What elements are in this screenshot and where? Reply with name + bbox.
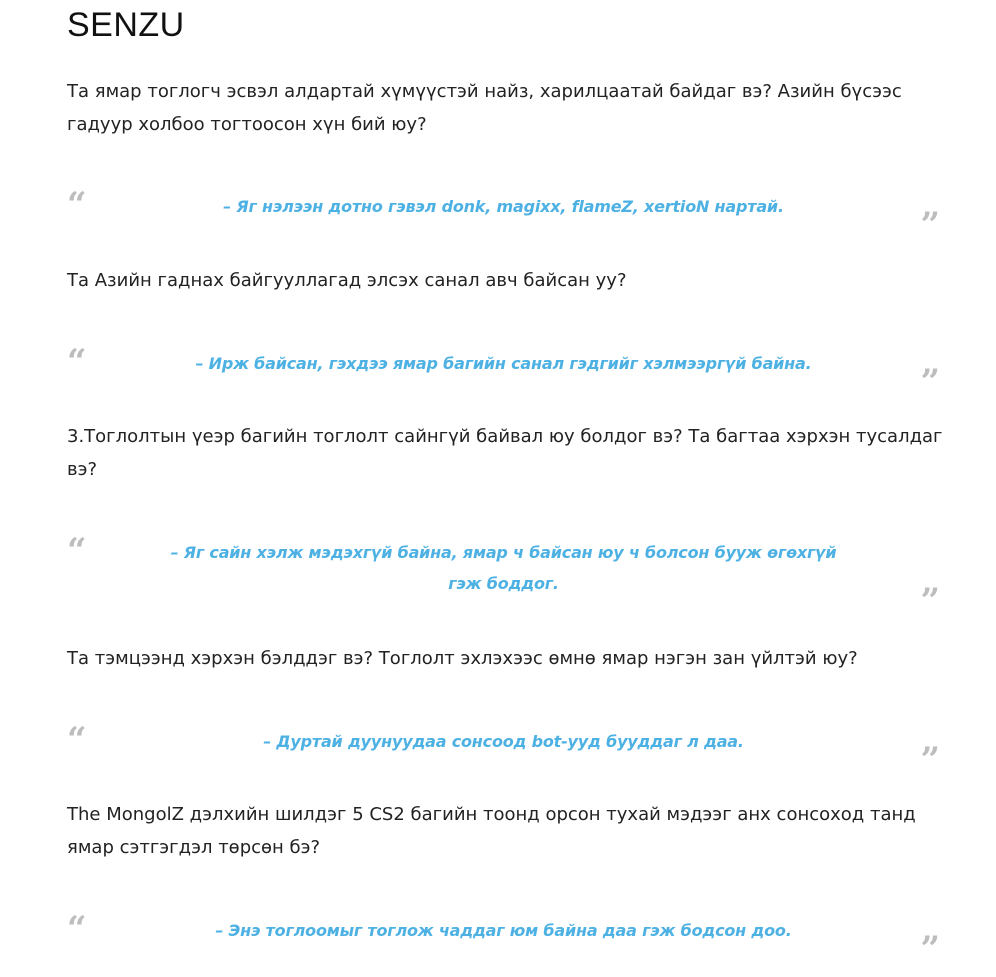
open-quote-icon: “ xyxy=(67,185,87,225)
close-quote-icon: ” xyxy=(920,362,940,402)
page-title: SENZU xyxy=(67,6,185,44)
close-quote-icon: ” xyxy=(920,929,940,969)
close-quote-icon: ” xyxy=(920,581,940,621)
interview-answer: – Дуртай дуунуудаа сонсоод bot-ууд бууддаг л даа. xyxy=(263,732,744,751)
close-quote-icon: ” xyxy=(920,740,940,780)
answer-blockquote xyxy=(67,909,940,969)
open-quote-icon: “ xyxy=(67,720,87,760)
interview-question: Та тэмцээнд хэрхэн бэлддэг вэ? Тоглолт эхлэхээс өмнө ямар нэгэн зан үйлтэй юу? xyxy=(67,648,858,669)
interview-answer: – Яг сайн хэлж мэдэхгүй байна, ямар ч байсан юу ч болсон бууж өгөхгүй гэж боддог. xyxy=(170,543,837,593)
open-quote-icon: “ xyxy=(67,531,87,571)
open-quote-icon: “ xyxy=(67,909,87,949)
interview-answer: – Энэ тоглоомыг тоглож чаддаг юм байна даа гэж бодсон доо. xyxy=(215,921,792,940)
interview-answer: – Яг нэлээн дотно гэвэл donk, magixx, flameZ, xertioN нартай. xyxy=(223,197,784,216)
close-quote-icon: ” xyxy=(920,205,940,245)
interview-question: Та Азийн гаднах байгууллагад элсэх санал авч байсан уу? xyxy=(67,270,627,291)
open-quote-icon: “ xyxy=(67,342,87,382)
answer-blockquote xyxy=(67,720,940,780)
answer-blockquote xyxy=(67,342,940,402)
interview-question: 3.Тоглолтын үеэр багийн тоглолт сайнгүй байвал юу болдог вэ? Та багтаа хэрхэн тусалдаг вэ? xyxy=(67,426,943,480)
answer-blockquote xyxy=(67,531,940,621)
interview-question: The MongolZ дэлхийн шилдэг 5 CS2 багийн тоонд орсон тухай мэдээг анх сонсоход танд ямар сэтгэгдэл төрсөн бэ? xyxy=(67,804,916,858)
interview-answer: – Ирж байсан, гэхдээ ямар багийн санал гэдгийг хэлмээргүй байна. xyxy=(195,354,812,373)
interview-question: Та ямар тоглогч эсвэл алдартай хүмүүстэй найз, харилцаатай байдаг вэ? Азийн бүсээс гадуур холбоо тогтоосон хүн бий юу? xyxy=(67,81,902,135)
answer-blockquote xyxy=(67,185,940,245)
